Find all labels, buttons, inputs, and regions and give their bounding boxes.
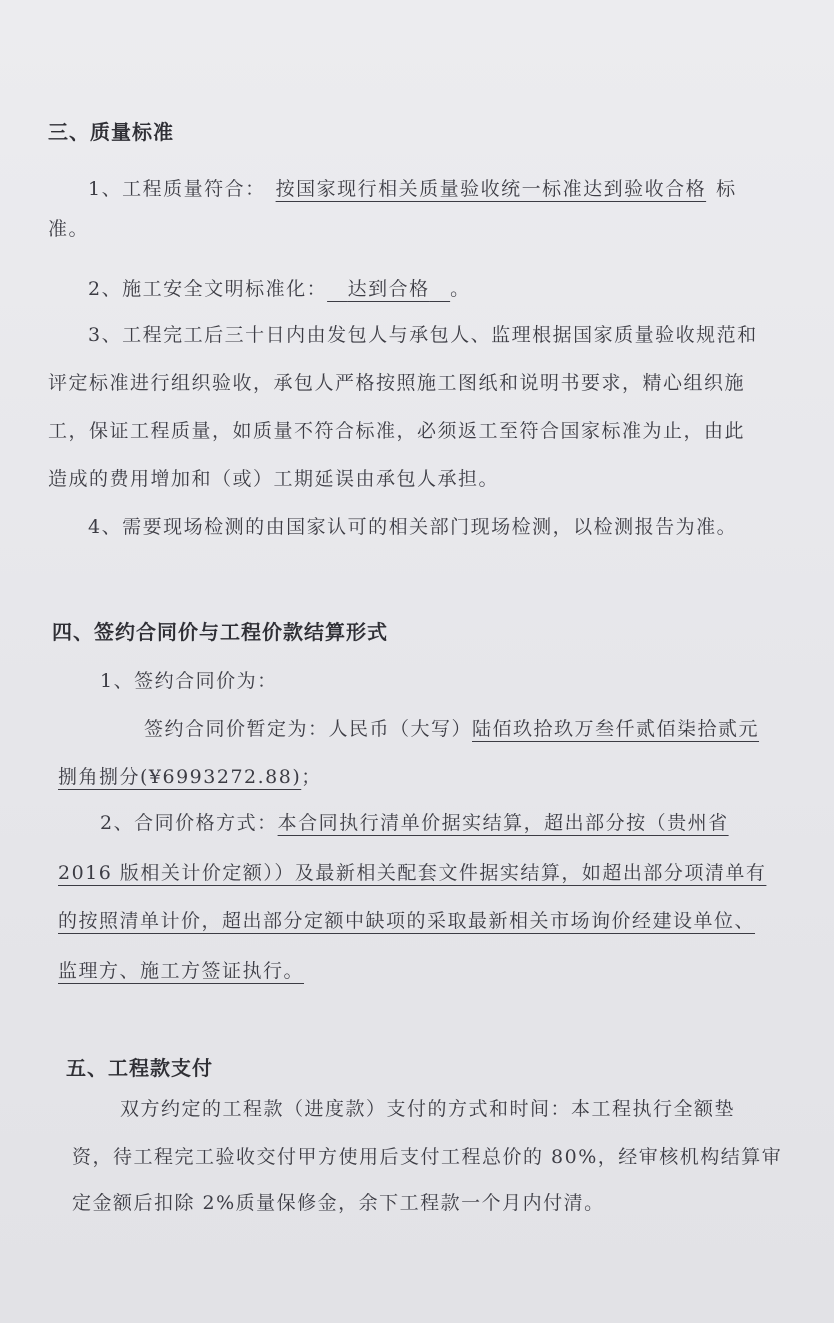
- section-5-title: 五、工程款支付: [66, 1056, 213, 1080]
- section-3-item-3-line-2: 评定标准进行组织验收，承包人严格按照施工图纸和说明书要求，精心组织施: [48, 372, 746, 394]
- section-5-line-2: 资，待工程完工验收交付甲方使用后支付工程总价的 80%，经审核机构结算审: [72, 1146, 783, 1168]
- section-5-line-3: 定金额后扣除 2%质量保修金，余下工程款一个月内付清。: [72, 1192, 605, 1214]
- section-3-item-3-line-4: 造成的费用增加和（或）工期延误由承包人承担。: [48, 468, 500, 490]
- safety-standard-value: 达到合格: [347, 278, 430, 300]
- section-3-item-4: 4、需要现场检测的由国家认可的相关部门现场检测，以检测报告为准。: [88, 516, 738, 538]
- section-4-title: 四、签约合同价与工程价款结算形式: [52, 620, 388, 644]
- amount-prefix: 签约合同价暂定为：人民币（大写）: [144, 718, 473, 740]
- section-4-item-1-amount-cont: [58, 762, 322, 789]
- section-3-item-2: [88, 274, 471, 301]
- item-2-price-prefix: 2、合同价格方式：: [100, 812, 278, 834]
- item-1-prefix: 1、工程质量符合：: [88, 178, 266, 200]
- section-3-title: 三、质量标准: [48, 120, 174, 144]
- section-4-item-2-line-3: [58, 906, 755, 933]
- section-4-item-1-label: 1、签约合同价为：: [100, 670, 278, 692]
- price-method-line-1: 本合同执行清单价据实结算，超出部分按（贵州省: [277, 812, 729, 834]
- item-2-prefix: 2、施工安全文明标准化：: [88, 278, 328, 300]
- section-3-item-1-cont: 准。: [48, 218, 90, 240]
- amount-words-line-1: 陆佰玖拾玖万叁仟贰佰柒拾贰元: [472, 718, 760, 740]
- section-4-item-2-line-1: [100, 808, 729, 835]
- section-4-item-2-line-4: [58, 956, 304, 983]
- price-method-line-2: 2016 版相关计价定额））及最新相关配套文件据实结算，如超出部分项清单有: [58, 862, 767, 884]
- item-1-suffix: 标: [716, 178, 737, 200]
- item-2-suffix: 。: [450, 278, 471, 300]
- section-3-item-1: [88, 174, 737, 201]
- section-5-line-1: 双方约定的工程款（进度款）支付的方式和时间：本工程执行全额垫: [120, 1098, 736, 1120]
- section-3-item-3-line-1: 3、工程完工后三十日内由发包人与承包人、监理根据国家质量验收规范和: [88, 324, 758, 346]
- section-3-item-3-line-3: 工，保证工程质量，如质量不符合标准，必须返工至符合国家标准为止，由此: [48, 420, 746, 442]
- amount-suffix: ；: [301, 766, 322, 788]
- price-method-line-3: 的按照清单计价，超出部分定额中缺项的采取最新相关市场询价经建设单位、: [58, 910, 756, 932]
- section-4-item-2-line-2: [58, 858, 766, 885]
- price-method-line-4: 监理方、施工方签证执行。: [58, 960, 305, 982]
- quality-standard-value: 按国家现行相关质量验收统一标准达到验收合格: [275, 178, 707, 200]
- amount-words-line-2: 捌角捌分(¥6993272.88): [58, 766, 302, 788]
- section-4-item-1-amount: [144, 714, 759, 741]
